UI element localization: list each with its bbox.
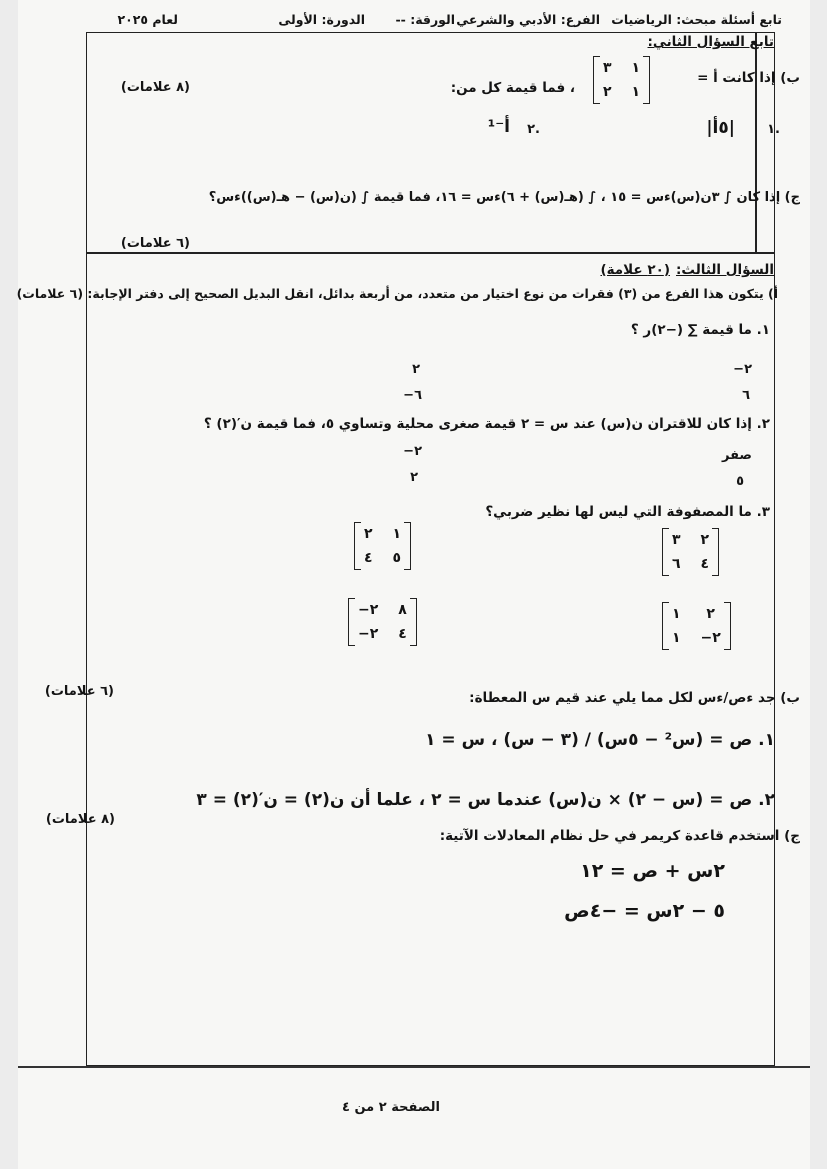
matrix-cell: ١ [672, 630, 681, 646]
page-number: الصفحة ٢ من ٤ [342, 1100, 440, 1115]
footer-rule [18, 1066, 810, 1068]
matrix-a-cell: ٣ [603, 60, 612, 76]
q3a-item3-matrix-2 [354, 522, 411, 570]
header-subject: تابع أسئلة مبحث: الرياضيات [611, 12, 782, 27]
matrix-cell: ٢ [364, 526, 373, 542]
q3a-item1-opt-b: ٢ [412, 362, 420, 377]
header-paper: الورقة: -- [395, 12, 455, 27]
matrix-cell: ١ [392, 526, 402, 542]
q3a-item3-matrix-3 [662, 602, 731, 650]
header-branch: الفرع: الأدبي والشرعي [456, 12, 600, 27]
matrix-a-cell: ٢ [603, 84, 612, 100]
q3a-item2: ٢. إذا كان للاقتران ن(س) عند س = ٢ قيمة صغرى محلية وتساوي ٥، فما قيمة ن′(٢) ؟ [203, 416, 770, 432]
matrix-cell: −٢ [700, 630, 721, 646]
q2-heading: تابع السؤال الثاني: [647, 34, 774, 50]
matrix-cell: ٢ [700, 532, 710, 548]
matrix-a-cell: ١ [631, 84, 641, 100]
q3c-eq2: ٥ − ٢س = −٤ص [564, 900, 725, 922]
matrix-cell: ٢ [706, 606, 715, 622]
q2b-item1-num: ١. [767, 122, 780, 137]
q3a-item1-opt-c: ٦ [742, 388, 750, 403]
q2b-item2-num: ٢. [527, 122, 540, 137]
q3a-item2-opt-c: ٥ [736, 474, 744, 489]
q3a-item3: ٣. ما المصفوفة التي ليس لها نظير ضربي؟ [485, 504, 770, 520]
q3c-text: ج) استخدم قاعدة كريمر في حل نظام المعادلات الآتية: [439, 828, 800, 844]
matrix-cell: −٢ [358, 602, 379, 618]
matrix-cell: ٣ [672, 532, 681, 548]
matrix-cell: ٥ [392, 550, 402, 566]
exam-page [18, 0, 810, 1169]
frame-divider [755, 32, 757, 252]
matrix-cell: ٨ [398, 602, 407, 618]
matrix-cell: ١ [672, 606, 681, 622]
q2c-text: ج) إذا كان ∫ ٣ن(س)ءس = ١٥ ، ∫ (هـ(س) + ٦)ءس = ١٦، فما قيمة ∫ (ن(س) − هـ(س))ءس؟ [208, 190, 800, 205]
matrix-a-cell: ١ [631, 60, 641, 76]
q3a-item2-opt-b: −٢ [403, 444, 422, 459]
q2b-suffix: ، فما قيمة كل من: [450, 80, 575, 96]
q2b-item1-expr: |٥أ| [706, 118, 735, 138]
q3b-text: ب) جد ءص/ءس لكل مما يلي عند قيم س المعطاة: [469, 690, 800, 706]
q3a-item1-opt-a: −٢ [733, 362, 752, 377]
header-year: لعام ٢٠٢٥ [117, 12, 178, 27]
q3b-item2: ٢. ص = (س − ٢) × ن(س) عندما س = ٢ ، علما أن ن(٢) = ن′(٢) = ٣ [196, 790, 775, 810]
matrix-cell: ٤ [398, 626, 407, 642]
matrix-cell: ٤ [700, 556, 710, 572]
q3b-item1: ١. ص = (س² − ٥س) / (٣ − س) ، س = ١ [425, 730, 775, 750]
section-divider [86, 252, 775, 254]
q3-heading-marks: (٢٠ علامة) [600, 262, 670, 278]
matrix-cell: −٢ [358, 626, 379, 642]
matrix-cell: ٦ [672, 556, 681, 572]
q3a-intro: أ) يتكون هذا الفرع من (٣) فقرات من نوع اختيار من متعدد، من أربعة بدائل، انقل البديل الصحيح إلى دفتر الإجابة: (٦ علامات) [16, 286, 778, 301]
q3a-item3-matrix-1 [662, 528, 719, 576]
q3c-marks: (٨ علامات) [45, 812, 115, 827]
matrix-a [593, 56, 650, 104]
q2c-marks: (٦ علامات) [120, 236, 190, 251]
q3-heading: السؤال الثالث: [676, 262, 774, 278]
q3a-item1-opt-d: −٦ [403, 388, 422, 403]
header-session: الدورة: الأولى [278, 12, 365, 27]
q3a-item1: ١. ما قيمة ∑ (−٢)ر ؟ [630, 322, 770, 338]
q3a-item3-matrix-4 [348, 598, 417, 646]
q3c-eq1: ٢س + ص = ١٢ [580, 860, 725, 882]
q2b-marks: (٨ علامات) [120, 80, 190, 95]
matrix-cell: ٤ [364, 550, 373, 566]
q3a-item2-opt-a: صفر [721, 448, 752, 463]
q3a-item2-opt-d: ٢ [410, 470, 418, 485]
q2b-prefix: ب) إذا كانت أ = [697, 70, 800, 86]
q2b-item2-expr: أ⁻¹ [487, 117, 510, 137]
q3b-marks: (٦ علامات) [44, 684, 114, 699]
